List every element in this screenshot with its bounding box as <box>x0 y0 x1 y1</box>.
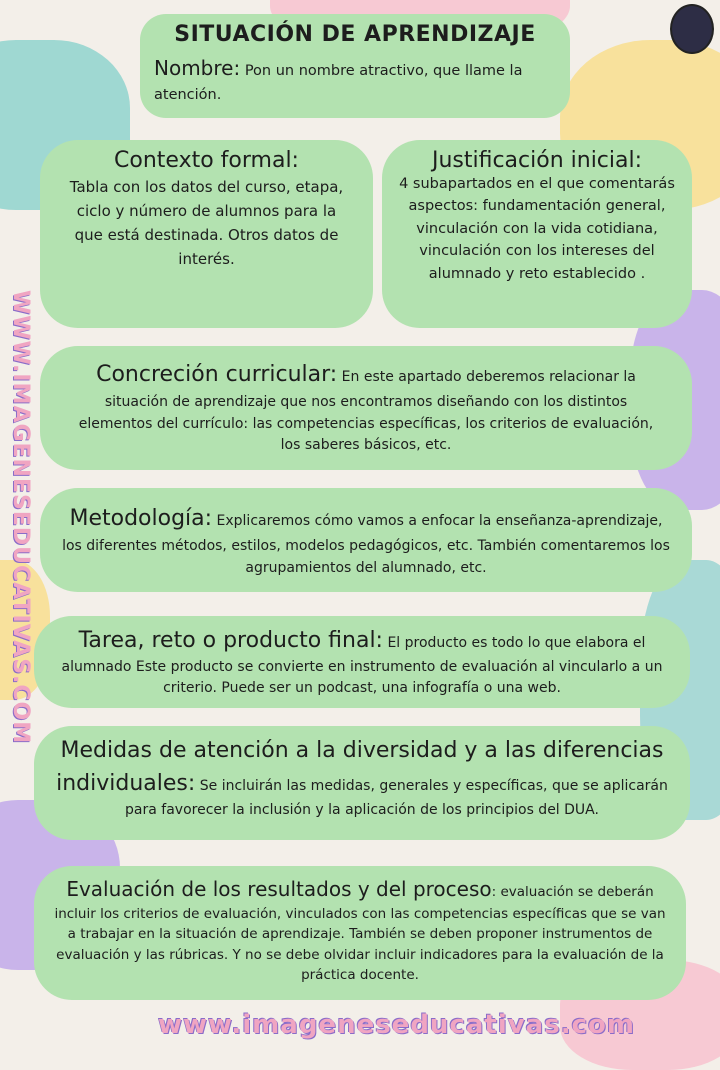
card-justificacion-text: 4 subapartados en el que comentarás aspectos: fundamentación general, vinculación con la vida cotidiana, vinculación con los intereses del alumnado y reto establecido . <box>399 176 675 282</box>
card-tarea-text: El producto es todo lo que elabora el alumnado Este producto se convierte en instrumento de evaluación al vincularlo a un criterio. Puede ser un podcast, una infografía o una web. <box>61 635 663 696</box>
brand-logo <box>670 4 714 54</box>
side-watermark: WWW.IMAGENESEDUCATIVAS.COM <box>8 290 33 745</box>
name-text: Pon un nombre atractivo, que llame la atención. <box>154 63 523 103</box>
card-metodologia-title: Metodología: <box>69 506 213 531</box>
card-justificacion-title: Justificación inicial: <box>431 148 643 173</box>
card-tarea <box>34 616 690 708</box>
card-evaluacion <box>34 866 686 1000</box>
card-medidas-title: Medidas de atención a la diversidad y a las diferencias individuales: <box>56 738 664 796</box>
card-contexto <box>40 140 373 328</box>
card-concrecion <box>40 346 692 470</box>
name-label: Nombre: <box>154 56 241 80</box>
header-card <box>140 14 570 118</box>
card-evaluacion-title: Evaluación de los resultados y del proceso <box>66 877 492 901</box>
card-tarea-title: Tarea, reto o producto final: <box>78 628 383 653</box>
card-concrecion-text: En este apartado deberemos relacionar la situación de aprendizaje que nos encontramos diseñando con los distintos elementos del currículo: las competencias específicas, los criterios de evaluación, los saberes básicos, etc. <box>78 369 654 454</box>
card-evaluacion-text: : evaluación se deberán incluir los criterios de evaluación, vinculados con las competencias específicas que se van a trabajar en la situación de aprendizaje. También se deben proponer instrumentos de evaluación y las rúbricas. Y no se debe olvidar incluir indicadores para la evaluación de la práctica docente. <box>54 884 666 983</box>
card-medidas <box>34 726 690 840</box>
card-metodologia <box>40 488 692 592</box>
card-contexto-text: Tabla con los datos del curso, etapa, ciclo y número de alumnos para la que está destinada. Otros datos de interés. <box>69 178 344 268</box>
card-metodologia-text: Explicaremos cómo vamos a enfocar la enseñanza-aprendizaje, los diferentes métodos, estilos, modelos pedagógicos, etc. También comentaremos los agrupamientos del alumnado, etc. <box>62 513 670 576</box>
card-contexto-title: Contexto formal: <box>114 148 299 173</box>
bottom-watermark: www.imageneseducativas.com <box>158 1010 635 1040</box>
page-title: SITUACIÓN DE APRENDIZAJE <box>174 22 536 47</box>
card-justificacion <box>382 140 692 328</box>
card-concrecion-title: Concreción curricular: <box>96 362 338 387</box>
card-medidas-text: Se incluirán las medidas, generales y específicas, que se aplicarán para favorecer la inclusión y la aplicación de los principios del DUA. <box>125 778 668 818</box>
